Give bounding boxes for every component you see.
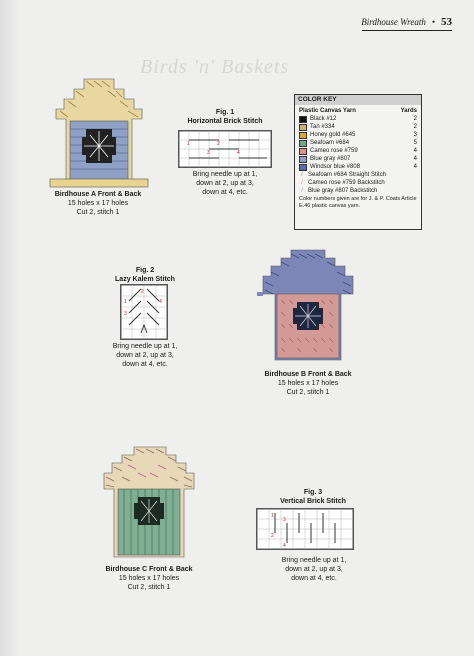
svg-text:4: 4 — [237, 150, 240, 156]
page-header — [361, 16, 452, 28]
fig1-title — [184, 108, 266, 126]
color-key-entry — [299, 123, 335, 131]
birdhouse-c-title: Birdhouse C Front & Back — [105, 566, 193, 573]
fig2-line1: Bring needle up at 1, — [112, 343, 178, 350]
fig3-line3: down at 4, etc. — [291, 575, 337, 582]
header-rule — [362, 30, 452, 31]
fig2-diagram — [120, 284, 168, 340]
color-key-entry — [299, 163, 360, 171]
color-key-yards: 5 — [413, 140, 417, 146]
color-key-entry — [299, 171, 386, 179]
color-swatch-icon — [299, 156, 307, 163]
color-key-col-yarn: Plastic Canvas Yarn — [299, 108, 356, 114]
color-key-row — [299, 147, 417, 155]
color-key-note: Color numbers given are for J. & P. Coats Article E.46 plastic canvas yarn. — [299, 196, 417, 209]
fig2-instructions — [104, 342, 186, 369]
color-key-yards: 2 — [413, 124, 417, 130]
birdhouse-b-size: 15 holes x 17 holes — [277, 380, 339, 387]
color-key-yards: 4 — [413, 148, 417, 154]
birdhouse-c-size: 15 holes x 17 holes — [118, 575, 180, 582]
birdhouse-b-title: Birdhouse B Front & Back — [264, 371, 352, 378]
svg-text:3: 3 — [124, 311, 127, 317]
fig2-heading: Lazy Kalem Stitch — [115, 276, 175, 283]
color-swatch-icon — [299, 116, 307, 123]
color-key-label: Seafoam #684 — [310, 140, 350, 146]
page-number: 53 — [441, 16, 452, 28]
svg-text:1: 1 — [187, 141, 190, 147]
color-key-row — [299, 163, 417, 171]
color-key-row — [299, 115, 417, 123]
fig3-line1: Bring needle up at 1, — [281, 557, 347, 564]
fig1-line1: Bring needle up at 1, — [192, 171, 258, 178]
fig1-heading: Horizontal Brick Stitch — [187, 118, 263, 125]
color-key-entry — [299, 187, 377, 195]
stitch-line-icon: / — [301, 180, 303, 186]
running-title: Birdhouse Wreath — [361, 17, 426, 27]
color-key-label: Cameo rose #759 Backstitch — [308, 180, 385, 186]
stitch-line-icon: / — [301, 188, 303, 194]
color-key-label: Blue gray #807 — [310, 156, 351, 162]
fig3-label: Fig. 3 — [303, 489, 323, 496]
color-key-label: Windsor blue #808 — [310, 164, 361, 170]
color-key-entry — [299, 147, 358, 155]
birdhouse-c-cut: Cut 2, stitch 1 — [127, 584, 171, 591]
birdhouse-a-size: 15 holes x 17 holes — [67, 200, 129, 207]
color-key-yards: 2 — [413, 116, 417, 122]
color-key-entry — [299, 179, 385, 187]
fig1-line3: down at 4, etc. — [202, 189, 248, 196]
color-swatch-icon — [299, 132, 307, 139]
color-key-label: Cameo rose #759 — [310, 148, 358, 154]
fig1-diagram — [178, 130, 272, 168]
bleed-through-text: Birds 'n' Baskets — [140, 56, 290, 78]
color-key-label: Honey gold #645 — [310, 132, 356, 138]
svg-text:4: 4 — [159, 299, 162, 305]
color-key-row — [299, 139, 417, 147]
color-key-label: Seafoam #684 Straight Stitch — [308, 172, 387, 178]
color-key-entry — [299, 131, 355, 139]
birdhouse-b-cut: Cut 2, stitch 1 — [286, 389, 330, 396]
color-key-label: Blue gray #807 Backstitch — [308, 188, 378, 194]
fig2-line3: down at 4, etc. — [122, 361, 168, 368]
svg-text:4: 4 — [283, 543, 286, 549]
fig3-line2: down at 2, up at 3, — [285, 566, 343, 573]
svg-text:3: 3 — [207, 150, 210, 156]
birdhouse-b-chart — [255, 248, 361, 366]
color-swatch-icon — [299, 164, 307, 171]
fig1-line2: down at 2, up at 3, — [196, 180, 254, 187]
color-key-row — [299, 171, 417, 179]
stitch-line-icon: / — [301, 172, 303, 178]
color-swatch-icon — [299, 124, 307, 131]
color-swatch-icon — [299, 148, 307, 155]
bullet-icon: • — [431, 17, 435, 27]
svg-text:2: 2 — [141, 289, 144, 295]
birdhouse-a-title: Birdhouse A Front & Back — [54, 191, 142, 198]
fig2-title — [104, 266, 186, 284]
color-key-row — [299, 187, 417, 195]
color-key-yards: 4 — [413, 164, 417, 170]
svg-text:2: 2 — [271, 533, 274, 539]
fig3-instructions — [266, 556, 362, 583]
color-key — [294, 94, 422, 230]
color-key-row — [299, 155, 417, 163]
fig1-label: Fig. 1 — [215, 109, 235, 116]
color-key-label: Black #12 — [310, 116, 337, 122]
color-key-entry — [299, 155, 350, 163]
color-key-entry — [299, 139, 349, 147]
color-key-label: Tan #334 — [310, 124, 335, 130]
fig3-title — [272, 488, 354, 506]
fig2-label: Fig. 2 — [135, 267, 155, 274]
svg-text:1: 1 — [124, 299, 127, 305]
birdhouse-c-chart — [98, 445, 200, 561]
fig3-diagram — [256, 508, 354, 550]
color-key-yards: 3 — [413, 132, 417, 138]
svg-text:1: 1 — [271, 513, 274, 519]
color-key-row — [299, 123, 417, 131]
birdhouse-a-chart — [46, 75, 151, 190]
fig2-line2: down at 2, up at 3, — [116, 352, 174, 359]
color-key-yards: 4 — [413, 156, 417, 162]
birdhouse-c-caption — [94, 565, 204, 592]
color-swatch-icon — [299, 140, 307, 147]
color-key-row — [299, 179, 417, 187]
color-key-header — [299, 107, 417, 115]
color-key-title: COLOR KEY — [295, 95, 421, 105]
color-key-col-yards: Yards — [400, 108, 417, 114]
birdhouse-b-caption — [252, 370, 364, 397]
color-key-rows — [299, 115, 417, 195]
birdhouse-a-cut: Cut 2, stitch 1 — [76, 209, 120, 216]
svg-text:2: 2 — [217, 141, 220, 147]
birdhouse-a-caption — [44, 190, 152, 217]
fig3-heading: Vertical Brick Stitch — [280, 498, 346, 505]
color-key-row — [299, 131, 417, 139]
fig1-instructions — [184, 170, 266, 197]
svg-text:3: 3 — [283, 517, 286, 523]
color-key-entry — [299, 115, 336, 123]
